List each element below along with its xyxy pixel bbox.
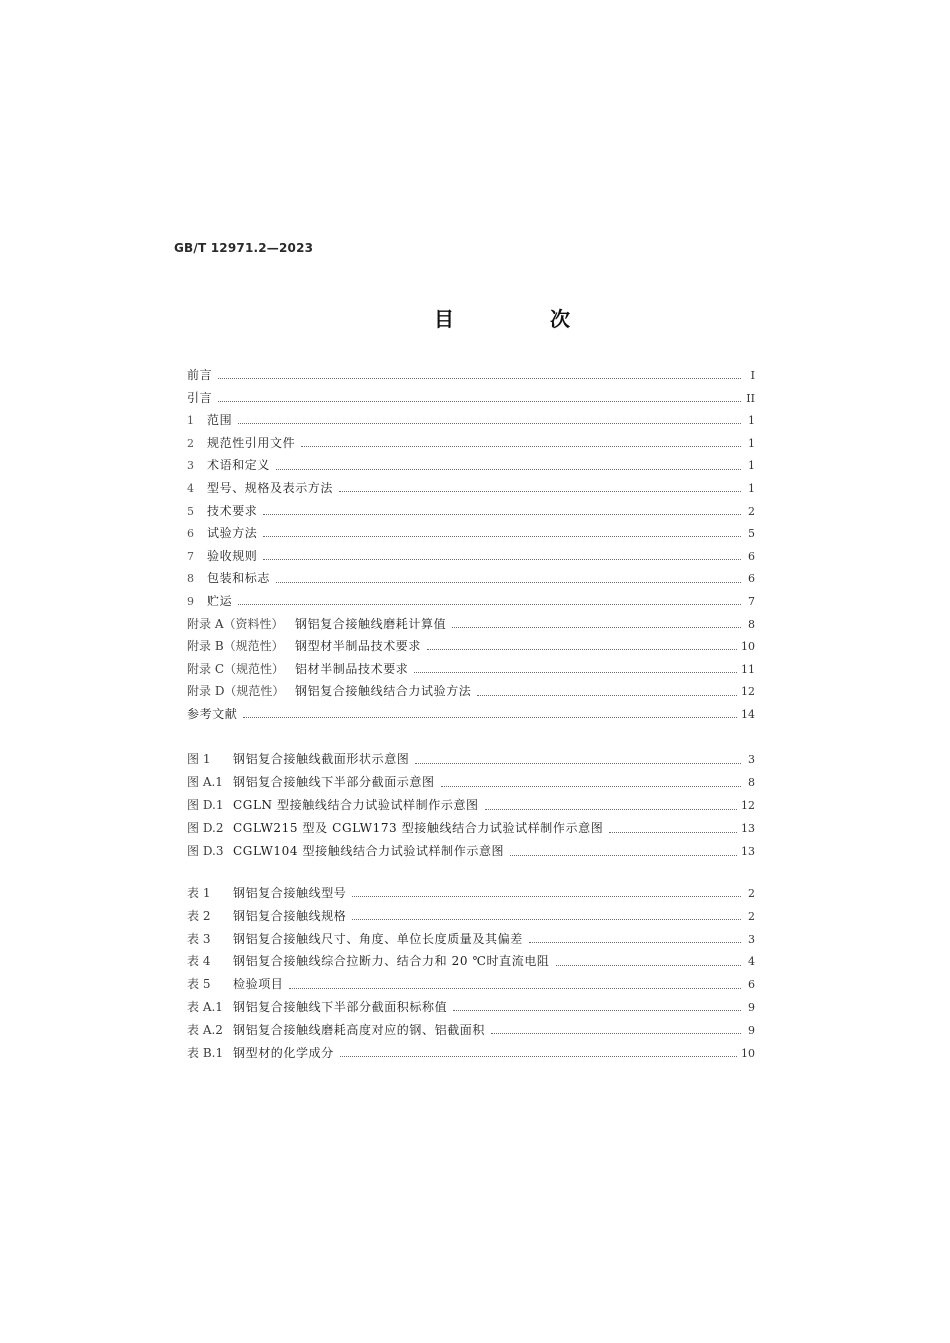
table-entry[interactable] (187, 928, 755, 951)
dot-leader (477, 694, 737, 696)
toc-entry-title: 验收规则 (207, 548, 258, 563)
dot-leader (276, 468, 741, 470)
toc-entry-title: 范围 (207, 413, 233, 428)
table-entry-page-number: 2 (748, 887, 755, 900)
dot-leader (238, 603, 741, 605)
table-entry-number: 表 B.1 (187, 1045, 224, 1060)
toc-entry-number: 附录 B（规范性） (187, 639, 284, 654)
figure-entry-title: 钢铝复合接触线截面形状示意图 (233, 752, 410, 766)
toc-entry[interactable] (187, 545, 755, 568)
table-entry[interactable] (187, 882, 755, 905)
toc-entry-number: 1 (187, 414, 194, 428)
dot-leader (276, 581, 741, 583)
dot-leader (340, 1055, 737, 1057)
toc-entry[interactable] (187, 409, 755, 432)
toc-tables-list (187, 882, 755, 1064)
toc-entry-title: 钢型材半制品技术要求 (295, 639, 422, 654)
figure-entry[interactable] (187, 794, 755, 817)
toc-entry[interactable] (187, 364, 755, 387)
toc-entry[interactable] (187, 477, 755, 500)
figure-entry[interactable] (187, 840, 755, 863)
toc-entry-number: 4 (187, 481, 194, 495)
table-entry-title: 钢铝复合接触线综合拉断力、结合力和 20 ℃时直流电阻 (233, 954, 550, 969)
toc-entry-page-number: 6 (748, 549, 755, 563)
dot-leader (238, 422, 741, 424)
dot-leader (289, 987, 741, 989)
dot-leader (301, 445, 741, 447)
table-entry-title: 钢铝复合接触线尺寸、角度、单位长度质量及其偏差 (233, 931, 523, 946)
table-entry-page-number: 6 (748, 978, 755, 992)
dot-leader (529, 941, 741, 943)
toc-entry-page-number: 7 (748, 594, 755, 608)
dot-leader (491, 1032, 741, 1034)
figure-entry-title: CGLW215 型及 CGLW173 型接触线结合力试验试样制作示意图 (233, 821, 604, 835)
dot-leader (441, 785, 741, 787)
figure-entry-page-number: 8 (748, 776, 755, 789)
toc-entry-title: 技术要求 (207, 503, 258, 518)
toc-entry-title: 前言 (187, 368, 213, 382)
dot-leader (263, 513, 741, 515)
toc-entry-page-number: 1 (748, 481, 755, 495)
table-entry-title: 钢铝复合接触线磨耗高度对应的钢、铝截面积 (233, 1022, 486, 1037)
dot-leader (263, 558, 741, 560)
toc-entry-page-number: 1 (748, 414, 755, 428)
dot-leader (218, 400, 741, 402)
figure-entry-number: 图 D.2 (187, 821, 224, 835)
toc-entry-number: 7 (187, 549, 194, 563)
toc-entry-number: 6 (187, 527, 194, 541)
toc-entry-title: 铝材半制品技术要求 (295, 661, 409, 676)
dot-leader (485, 808, 737, 810)
dot-leader (453, 1009, 741, 1011)
table-entry[interactable] (187, 950, 755, 973)
toc-entry-page-number: 14 (741, 707, 755, 721)
toc-figures-list (187, 748, 755, 863)
dot-leader (510, 854, 737, 856)
dot-leader (352, 895, 741, 897)
figure-entry[interactable] (187, 817, 755, 840)
table-entry-title: 钢铝复合接触线下半部分截面积标称值 (233, 999, 448, 1014)
table-entry-number: 表 4 (187, 954, 211, 969)
toc-entry-page-number: 11 (741, 662, 755, 676)
dot-leader (243, 716, 737, 718)
figure-entry[interactable] (187, 748, 755, 771)
dot-leader (452, 626, 741, 628)
table-entry-title: 钢铝复合接触线型号 (233, 886, 347, 900)
toc-entry[interactable] (187, 635, 755, 658)
toc-entry-number: 2 (187, 436, 194, 450)
toc-entry[interactable] (187, 567, 755, 590)
toc-entry[interactable] (187, 387, 755, 410)
toc-entry-page-number: 2 (748, 504, 755, 518)
dot-leader (415, 762, 741, 764)
table-entry-title: 检验项目 (233, 977, 284, 992)
toc-entry[interactable] (187, 500, 755, 523)
toc-entry-number: 附录 A（资料性） (187, 616, 284, 631)
toc-entry-page-number: 10 (741, 640, 755, 654)
toc-entry-page-number: 1 (748, 436, 755, 450)
dot-leader (609, 831, 737, 833)
toc-entry[interactable] (187, 590, 755, 613)
dot-leader (339, 490, 741, 492)
toc-entry-title: 贮运 (207, 593, 233, 608)
page-title: 目 次 (434, 307, 608, 331)
toc-entry-page-number: 6 (748, 572, 755, 586)
toc-entry[interactable] (187, 522, 755, 545)
figure-entry-page-number: 12 (741, 799, 755, 812)
toc-entry-title: 参考文献 (187, 706, 238, 721)
toc-entry-title: 包装和标志 (207, 571, 271, 586)
standard-code: GB/T 12971.2—2023 (174, 241, 314, 255)
dot-leader (427, 648, 737, 650)
table-entry-number: 表 1 (187, 886, 211, 900)
figure-entry-number: 图 D.3 (187, 844, 224, 858)
toc-contents-list (187, 364, 755, 726)
toc-entry-number: 5 (187, 504, 194, 518)
table-entry-page-number: 2 (748, 909, 755, 923)
figure-entry-title: CGLN 型接触线结合力试验试样制作示意图 (233, 798, 479, 812)
toc-entry-number: 3 (187, 459, 194, 473)
toc-entry-title: 规范性引用文件 (207, 435, 296, 450)
toc-entry[interactable] (187, 658, 755, 681)
toc-entry-number: 附录 C（规范性） (187, 661, 284, 676)
toc-entry-title: 试验方法 (207, 526, 258, 541)
toc-entry-page-number: 1 (748, 459, 755, 473)
figure-entry-title: 钢铝复合接触线下半部分截面示意图 (233, 775, 435, 789)
figure-entry-page-number: 13 (741, 845, 755, 858)
toc-entry-page-number: I (750, 369, 755, 382)
figure-entry[interactable] (187, 771, 755, 794)
table-entry-number: 表 A.1 (187, 999, 223, 1014)
table-entry-title: 钢型材的化学成分 (233, 1045, 334, 1060)
dot-leader (352, 918, 741, 920)
toc-entry-title: 术语和定义 (207, 458, 271, 473)
toc-entry-page-number: 5 (748, 527, 755, 541)
toc-entry-number: 8 (187, 572, 194, 586)
table-entry-number: 表 3 (187, 931, 211, 946)
dot-leader (218, 377, 741, 379)
figure-entry-number: 图 A.1 (187, 775, 223, 789)
table-entry-page-number: 4 (748, 955, 755, 969)
toc-entry[interactable] (187, 454, 755, 477)
table-entry-page-number: 3 (748, 932, 755, 946)
table-entry[interactable] (187, 1019, 755, 1042)
toc-entry[interactable] (187, 703, 755, 726)
table-entry-number: 表 A.2 (187, 1022, 223, 1037)
table-entry-page-number: 10 (741, 1046, 755, 1060)
toc-entry-title: 钢铝复合接触线结合力试验方法 (295, 684, 472, 699)
figure-entry-number: 图 1 (187, 752, 211, 766)
toc-entry-page-number: 8 (748, 617, 755, 631)
table-entry-number: 表 2 (187, 908, 211, 923)
toc-entry[interactable] (187, 613, 755, 636)
toc-entry-title: 引言 (187, 390, 213, 405)
table-entry-number: 表 5 (187, 977, 211, 992)
dot-leader (263, 535, 741, 537)
toc-entry[interactable] (187, 432, 755, 455)
toc-entry-title: 钢铝复合接触线磨耗计算值 (295, 616, 447, 631)
table-entry[interactable] (187, 996, 755, 1019)
toc-entry-page-number: II (746, 391, 755, 405)
toc-entry-number: 附录 D（规范性） (187, 684, 285, 699)
toc-entry-number: 9 (187, 594, 194, 608)
table-entry[interactable] (187, 905, 755, 928)
figure-entry-title: CGLW104 型接触线结合力试验试样制作示意图 (233, 844, 505, 858)
table-entry-page-number: 9 (748, 1000, 755, 1014)
table-entry[interactable] (187, 1042, 755, 1065)
table-entry-title: 钢铝复合接触线规格 (233, 908, 347, 923)
dot-leader (414, 671, 737, 673)
figure-entry-page-number: 3 (748, 753, 755, 766)
figure-entry-page-number: 13 (741, 822, 755, 835)
toc-entry-page-number: 12 (741, 685, 755, 699)
table-entry[interactable] (187, 973, 755, 996)
dot-leader (556, 964, 741, 966)
table-entry-page-number: 9 (748, 1023, 755, 1037)
toc-entry[interactable] (187, 680, 755, 703)
toc-entry-title: 型号、规格及表示方法 (207, 480, 334, 495)
figure-entry-number: 图 D.1 (187, 798, 224, 812)
